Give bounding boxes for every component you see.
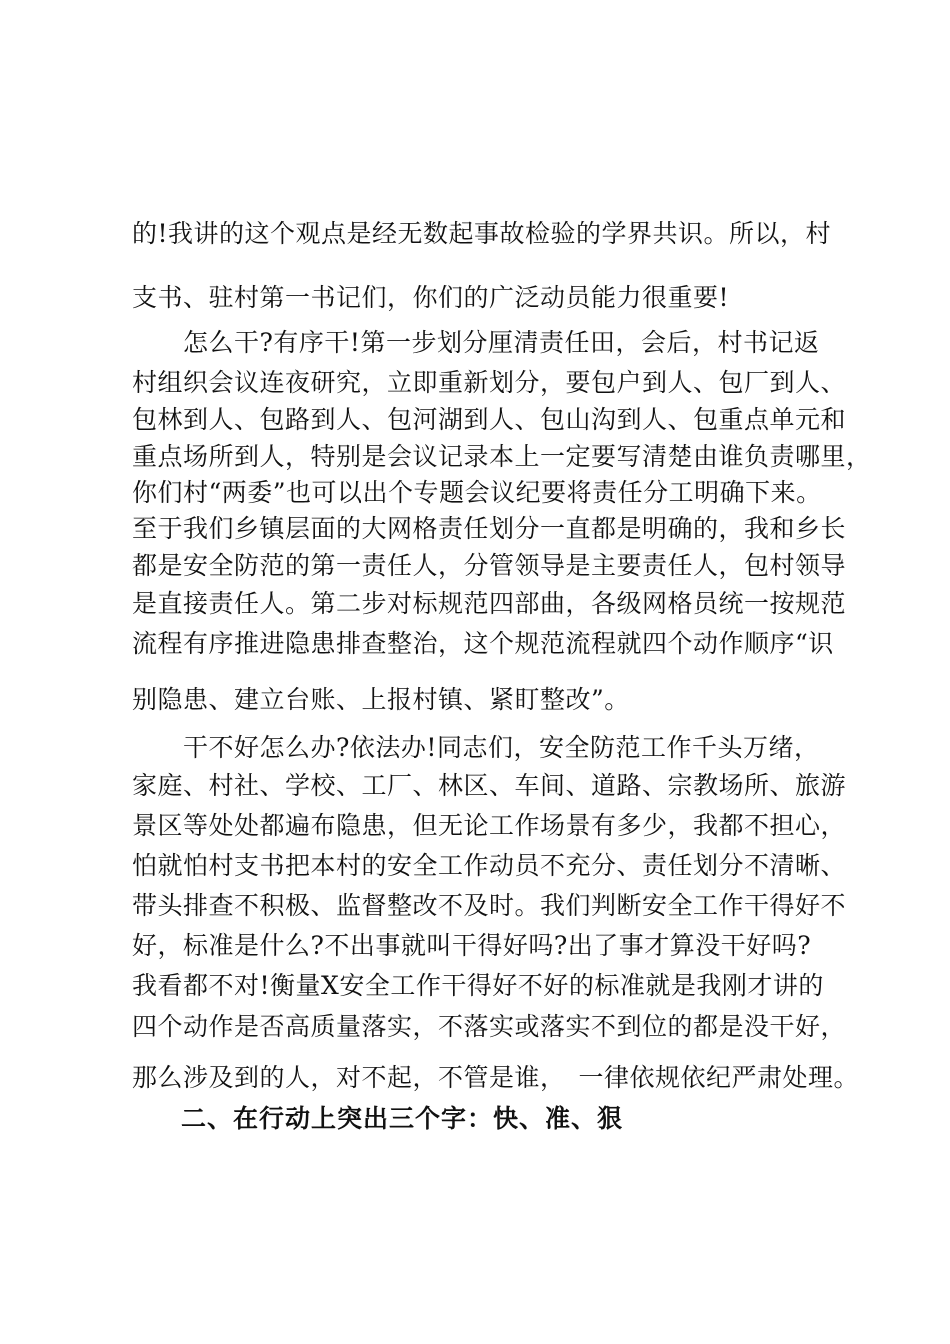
text-line: 怕就怕村支书把本村的安全工作动员不充分、责任划分不清晰、 xyxy=(132,851,847,880)
text-line: 别隐患、建立台账、上报村镇、紧盯整改”。 xyxy=(132,685,630,714)
text-line: 村组织会议连夜研究，立即重新划分，要包户到人、包厂到人、 xyxy=(132,368,847,397)
text-line: 景区等处处都遍布隐患，但无论工作场景有多少，我都不担心， xyxy=(132,811,847,840)
text-line: 我看都不对!衡量X安全工作干得好不好的标准就是我刚才讲的 xyxy=(132,971,824,1000)
text-line: 干不好怎么办?依法办!同志们，安全防范工作千头万绪， xyxy=(183,733,820,762)
text-line: 是直接责任人。第二步对标规范四部曲，各级网格员统一按规范 xyxy=(132,589,847,618)
text-line: 怎么干?有序干!第一步划分厘清责任田，会后，村书记返 xyxy=(183,328,820,357)
text-line: 那么涉及到的人，对不起，不管是谁， 一律依规依纪严肃处理。 xyxy=(132,1063,860,1092)
text-line: 四个动作是否高质量落实，不落实或落实不到位的都是没干好， xyxy=(132,1012,847,1041)
text-line: 你们村“两委”也可以出个专题会议纪要将责任分工明确下来。 xyxy=(132,478,822,507)
text-line: 包林到人、包路到人、包河湖到人、包山沟到人、包重点单元和 xyxy=(132,405,847,434)
text-line: 至于我们乡镇层面的大网格责任划分一直都是明确的，我和乡长 xyxy=(132,514,847,543)
text-line: 支书、驻村第一书记们，你们的广泛动员能力很重要! xyxy=(132,283,730,312)
section-heading: 二、在行动上突出三个字：快、准、狠 xyxy=(181,1104,624,1133)
text-line: 带头排查不积极、监督整改不及时。我们判断安全工作干得好不 xyxy=(132,891,847,920)
text-line: 的!我讲的这个观点是经无数起事故检验的学界共识。所以，村 xyxy=(132,219,832,248)
text-line: 好，标准是什么?不出事就叫干得好吗?出了事才算没干好吗? xyxy=(132,931,812,960)
text-line: 重点场所到人，特别是会议记录本上一定要写清楚由谁负责哪里， xyxy=(132,442,872,471)
text-line: 流程有序推进隐患排查整治，这个规范流程就四个动作顺序“识 xyxy=(132,629,834,658)
text-line: 都是安全防范的第一责任人，分管领导是主要责任人，包村领导 xyxy=(132,551,847,580)
text-line: 家庭、村社、学校、工厂、林区、车间、道路、宗教场所、旅游 xyxy=(132,771,847,800)
